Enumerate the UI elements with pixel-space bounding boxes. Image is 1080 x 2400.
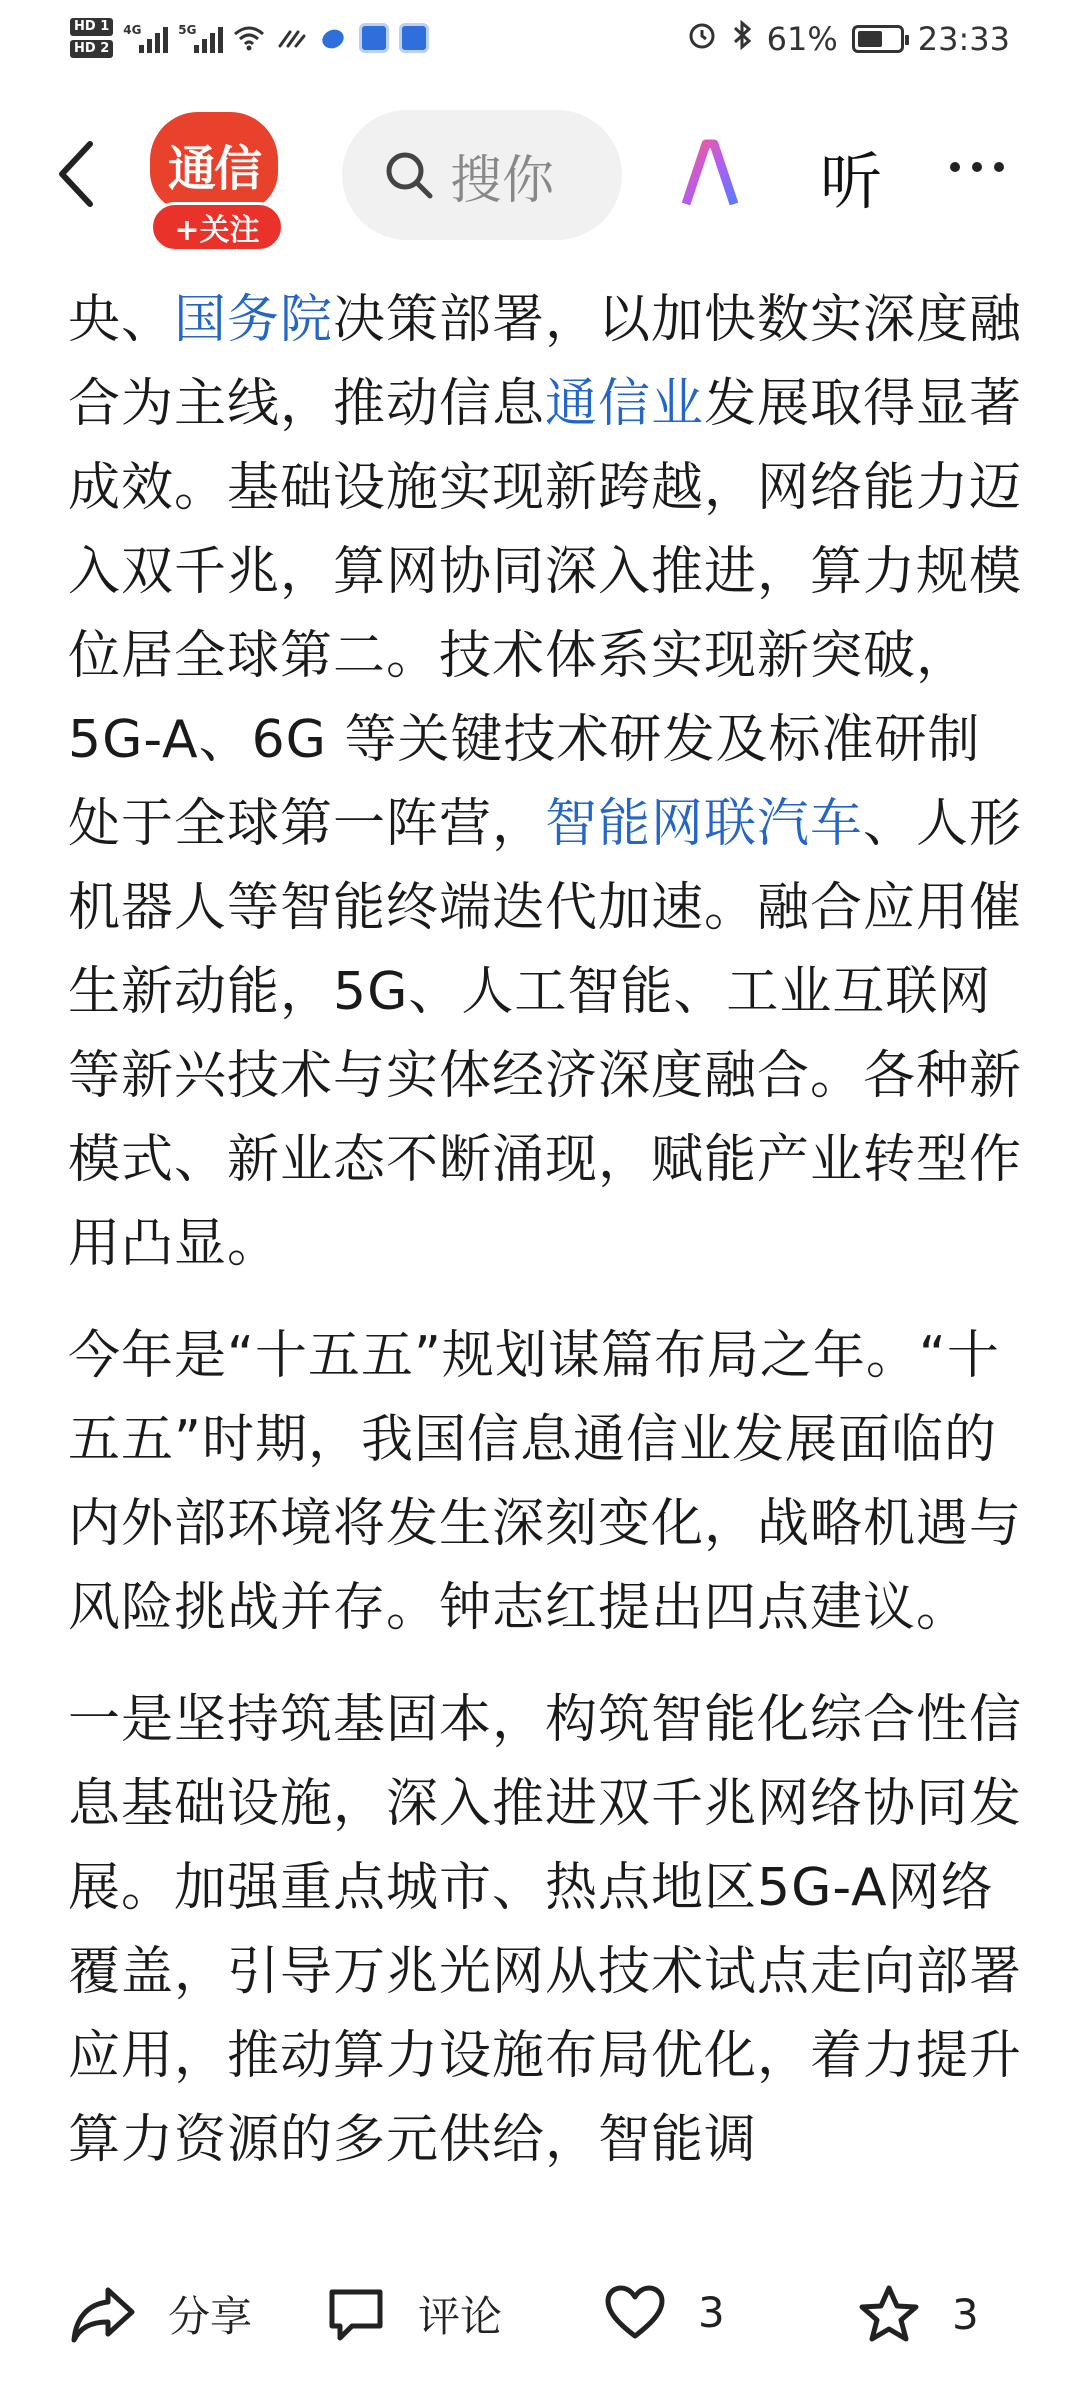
hd1-indicator: HD 1 (70, 18, 113, 36)
like-count: 3 (698, 2287, 725, 2337)
share-button[interactable] (70, 2284, 252, 2344)
back-arrow-icon (50, 134, 110, 214)
net2-label: 5G (178, 23, 197, 37)
top-nav (0, 92, 1080, 260)
follow-button[interactable]: +关注 (150, 202, 284, 252)
listen-button[interactable]: 听 (820, 145, 883, 218)
status-left (70, 18, 429, 58)
clock: 23:33 (917, 20, 1010, 58)
hd2-indicator: HD 2 (70, 40, 113, 58)
heart-icon (604, 2284, 666, 2340)
article-text: 、人形机器人等智能终端迭代加速。融合应用催生新动能，5G、人工智能、工业互联网等新兴技术与实体经济深度融合。各种新模式、新业态不断涌现，赋能产业转型作用凸显。 (68, 794, 1023, 1274)
article-link[interactable]: 智能网联汽车 (545, 794, 864, 854)
bluetooth-icon (731, 20, 753, 58)
article-link[interactable]: 通信业 (545, 374, 705, 434)
comment-label: 评论 (418, 2292, 503, 2341)
share-label: 分享 (168, 2292, 253, 2341)
app-notification-icon (317, 22, 349, 54)
article-body[interactable] (68, 278, 1028, 2228)
article-text: 一是坚持筑基固本，构筑智能化综合性信息基础设施，深入推进双千兆网络协同发展。加强重点城市、热点地区5G-A网络覆盖，引导万兆光网从技术试点走向部署应用，推动算力设施布局优化，着力提升算力资源的多元供给，智能调 (68, 1690, 1023, 2170)
ai-button[interactable] (680, 138, 756, 208)
search-placeholder: 搜你 (450, 150, 555, 211)
search-box[interactable] (342, 110, 622, 240)
app-badge-icon (359, 23, 389, 53)
article-text: 决策部署，以加快数实深度融合为主线，推动信息 (68, 290, 1023, 434)
article-text: 发展取得显著成效。基础设施实现新跨越，网络能力迈入双千兆，算网协同深入推进，算力规模位居全球第二。技术体系实现新突破，5G-A、6G 等关键技术研发及标准研制处于全球第一阵营， (68, 374, 1023, 854)
more-button[interactable] (950, 162, 1004, 172)
wifi-icon (233, 22, 265, 54)
status-right (687, 20, 1010, 58)
ai-icon (680, 138, 756, 208)
article-paragraph (68, 278, 1028, 1286)
comment-icon (326, 2286, 386, 2342)
status-bar (0, 0, 1080, 92)
signal-4g-icon (123, 23, 168, 53)
more-icon (950, 162, 960, 172)
favorite-count: 3 (952, 2289, 979, 2339)
favorite-button[interactable] (858, 2284, 979, 2344)
comment-button[interactable] (326, 2284, 502, 2344)
net1-label: 4G (123, 23, 142, 37)
more-icon (972, 162, 982, 172)
account-avatar[interactable] (150, 112, 286, 248)
battery-fill (858, 31, 882, 47)
back-button[interactable] (50, 134, 110, 214)
article-text: 央、 (68, 290, 175, 350)
article-link[interactable]: 国务院 (174, 290, 334, 350)
more-icon (994, 162, 1004, 172)
battery-percent: 61% (766, 20, 838, 58)
article-paragraph (68, 1314, 1028, 1650)
share-icon (70, 2284, 136, 2344)
alarm-icon (687, 20, 717, 58)
search-icon (382, 148, 436, 202)
like-button[interactable] (604, 2284, 725, 2340)
account-name: 通信 (167, 140, 260, 197)
bottom-action-bar (0, 2240, 1080, 2400)
battery-icon (852, 25, 904, 53)
article-paragraph (68, 1678, 1028, 2182)
account-logo (150, 112, 278, 212)
article-text: 今年是“十五五”规划谋篇布局之年。“十五五”时期，我国信息通信业发展面临的内外部环境将发生深刻变化，战略机遇与风险挑战并存。钟志红提出四点建议。 (68, 1326, 1023, 1638)
hd-indicators (70, 18, 113, 58)
data-saver-icon (275, 22, 307, 54)
app-badge-icon (399, 23, 429, 53)
signal-5g-icon (178, 23, 223, 53)
star-icon (858, 2284, 920, 2344)
